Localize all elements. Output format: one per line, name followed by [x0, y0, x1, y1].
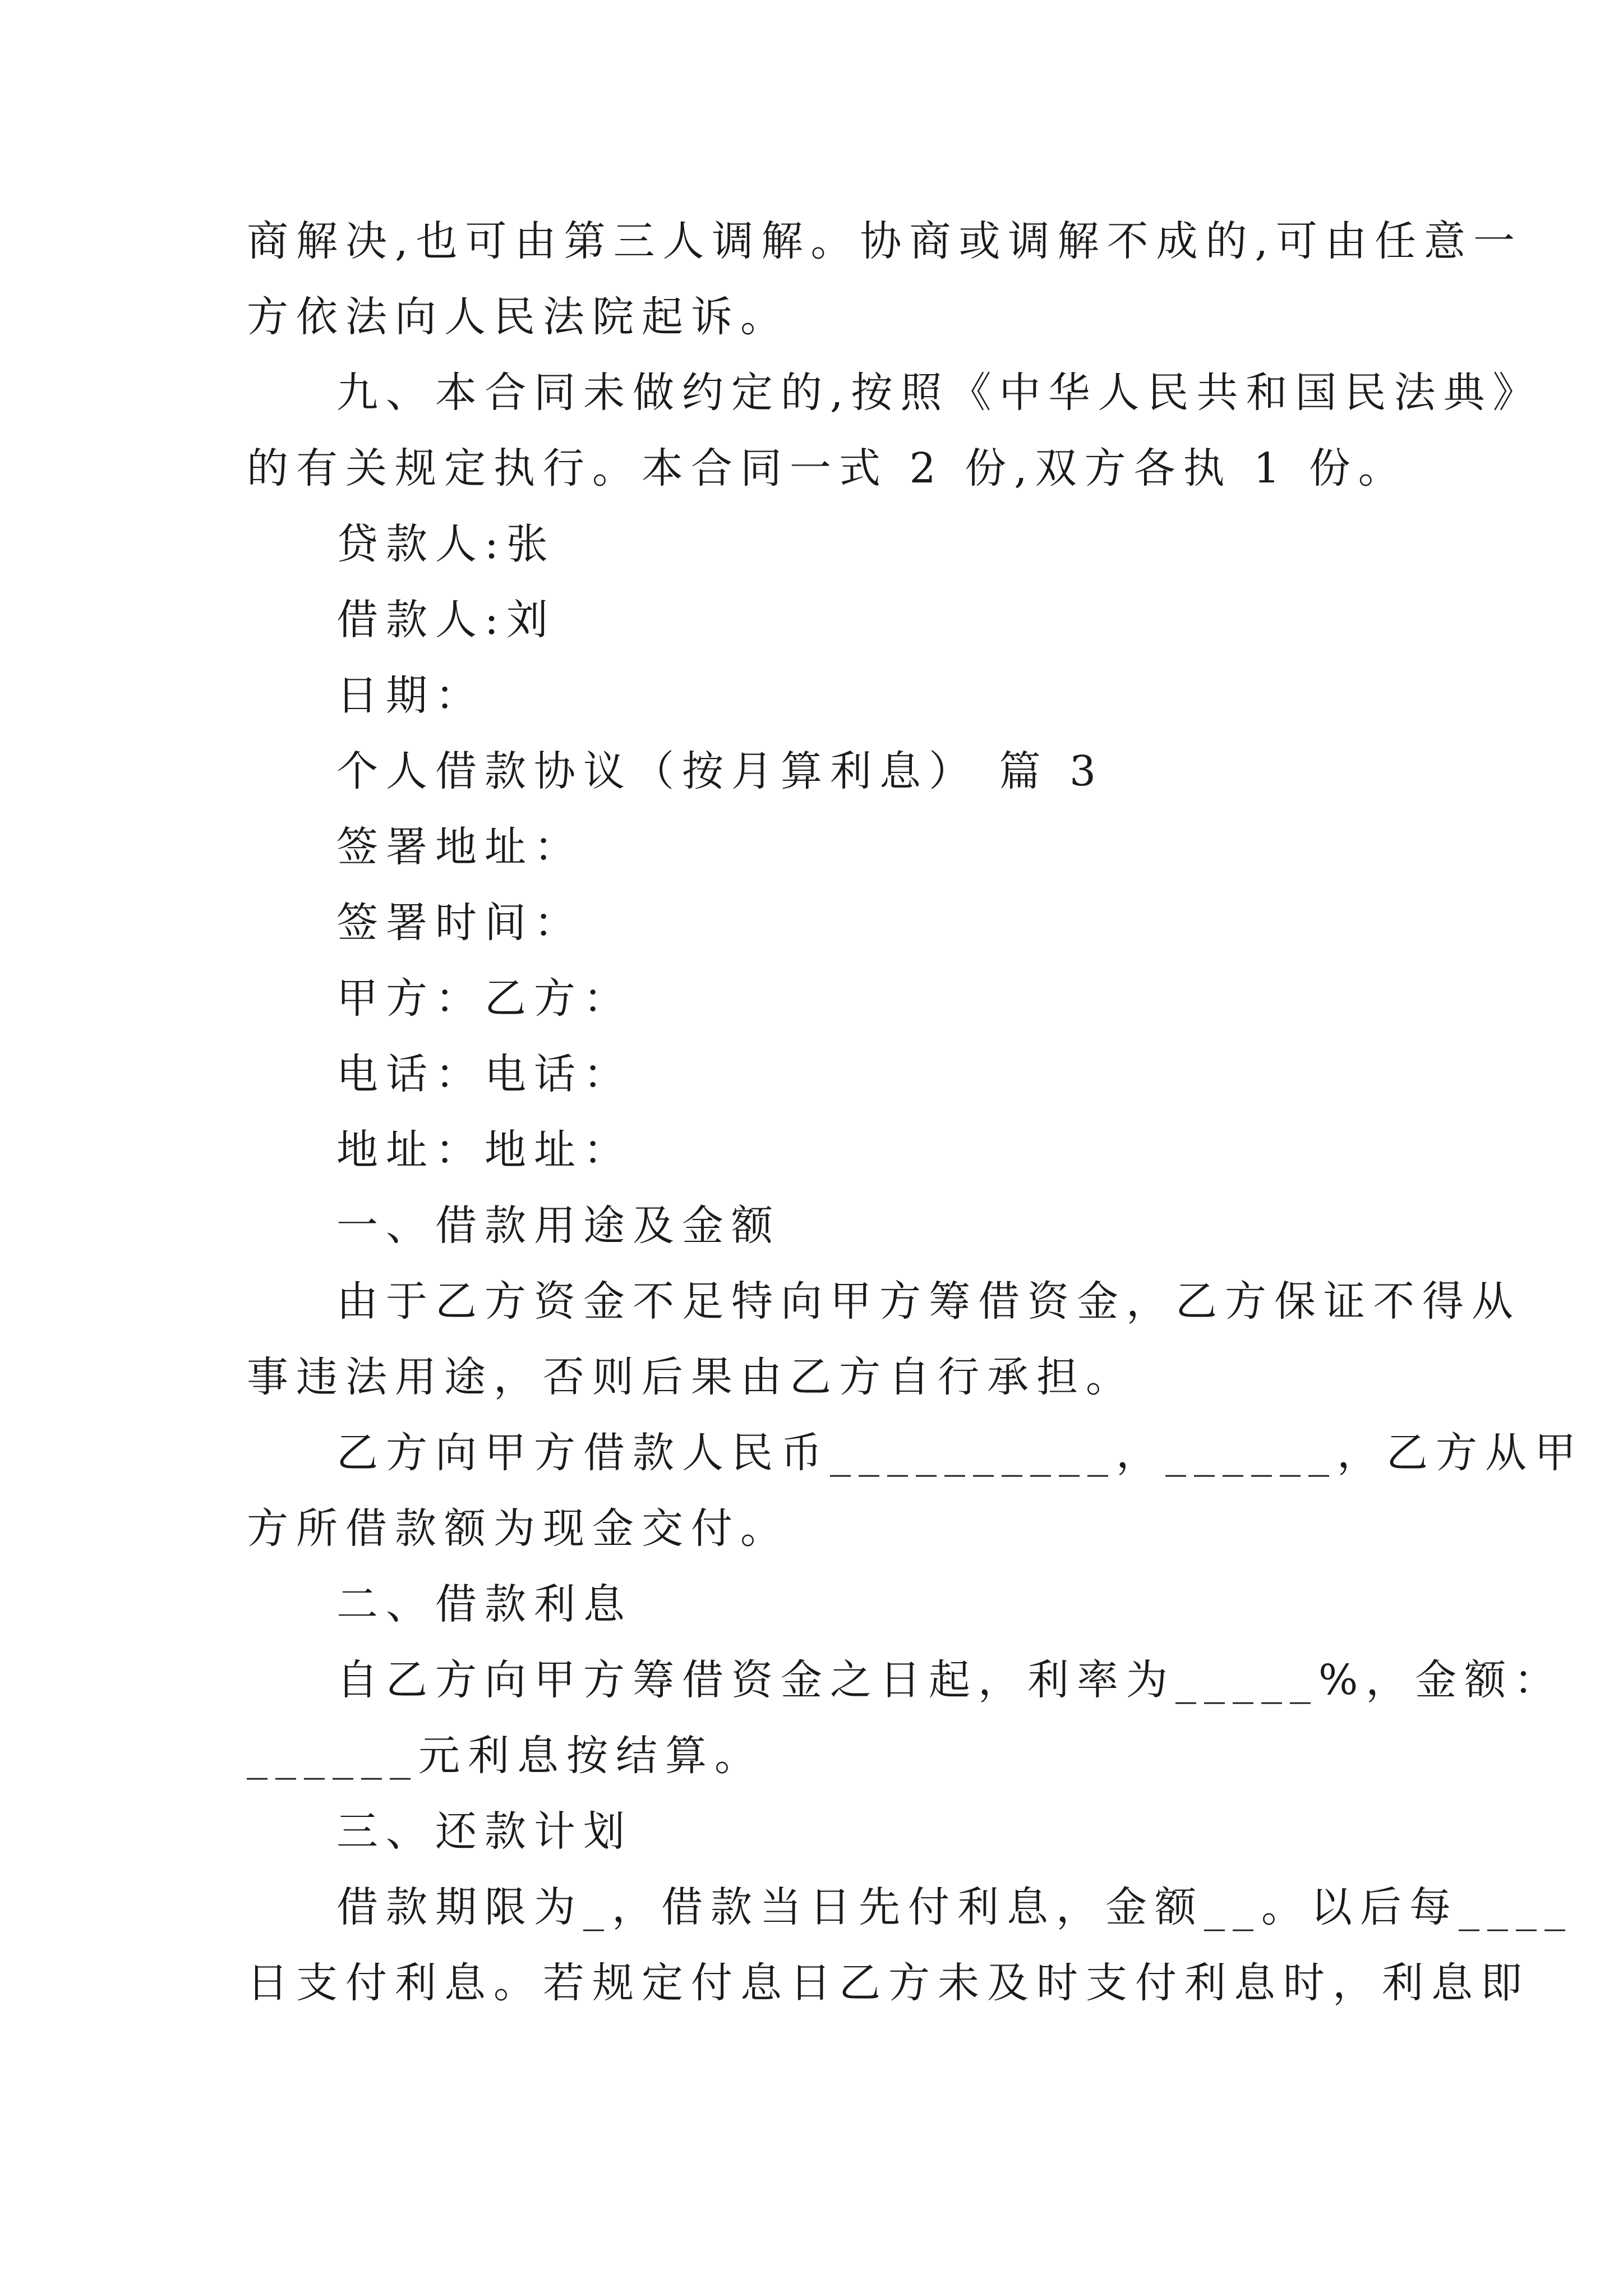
text-line: 电话：电话：: [336, 1050, 633, 1098]
text-line: 借款期限为_，借款当日先付利息，金额__。以后每____: [336, 1883, 1573, 1931]
clause-heading: 三、还款计划: [336, 1807, 633, 1856]
text-line: ______元利息按结算。: [247, 1732, 764, 1780]
text-line: 方所借款额为现金交付。: [247, 1504, 790, 1553]
text-line: 签署地址：: [336, 823, 583, 871]
text-line: 的有关规定执行。本合同一式 2 份,双方各执 1 份。: [247, 444, 1408, 493]
clause-heading: 一、借款用途及金额: [336, 1202, 781, 1250]
text-line: 借款人:刘: [336, 596, 556, 644]
text-line: 由于乙方资金不足特向甲方筹借资金，乙方保证不得从: [336, 1277, 1521, 1326]
text-line: 日支付利息。若规定付息日乙方未及时支付利息时，利息即: [247, 1959, 1530, 2007]
text-line: 签署时间：: [336, 899, 583, 947]
text-line: 事违法用途，否则后果由乙方自行承担。: [247, 1353, 1135, 1401]
section-heading: 个人借款协议（按月算利息） 篇 3: [336, 747, 1104, 795]
text-line: 地址：地址：: [336, 1126, 633, 1174]
text-line: 九、本合同未做约定的,按照《中华人民共和国民法典》: [336, 369, 1542, 417]
text-line: 方依法向人民法院起诉。: [247, 293, 790, 341]
text-line: 日期：: [336, 671, 485, 720]
text-line: 乙方向甲方借款人民币__________，______，乙方从甲: [336, 1429, 1584, 1477]
clause-heading: 二、借款利息: [336, 1580, 633, 1628]
text-line: 甲方：乙方：: [336, 974, 633, 1023]
text-line: 贷款人:张: [336, 520, 556, 568]
text-line: 商解决,也可由第三人调解。协商或调解不成的,可由任意一: [247, 217, 1523, 265]
text-line: 自乙方向甲方筹借资金之日起，利率为_____%，金额：: [336, 1656, 1564, 1704]
